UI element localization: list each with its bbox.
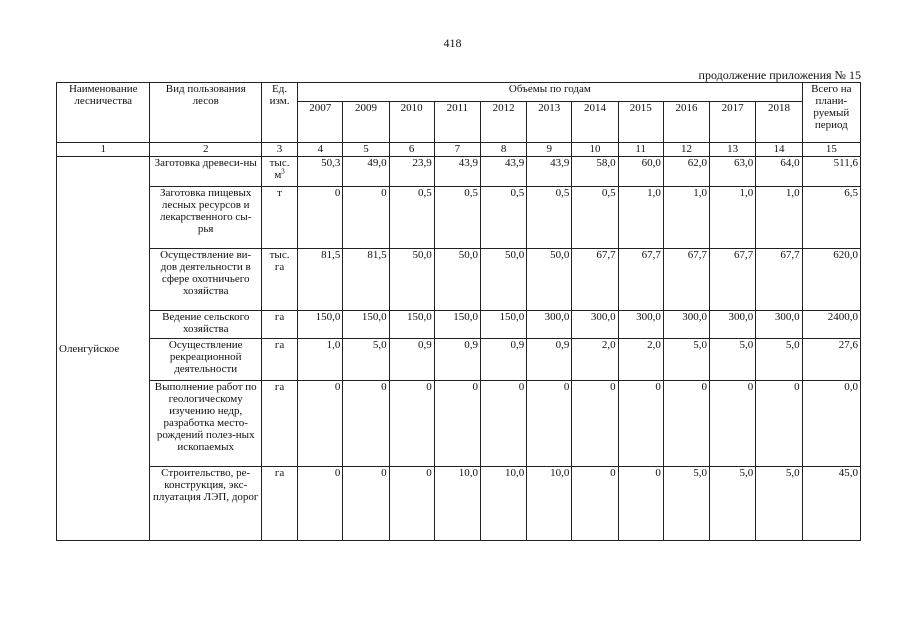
year-value: 2,0 (572, 339, 618, 381)
year-value: 0,9 (434, 339, 480, 381)
unit-text: т (277, 187, 282, 199)
year-value: 5,0 (343, 339, 389, 381)
column-number: 3 (261, 143, 297, 157)
year-value: 150,0 (480, 311, 526, 339)
year-value: 58,0 (572, 157, 618, 187)
forest-use-type: Строительство, ре-конструкция, экс-плуатация ЛЭП, дорог (150, 467, 262, 541)
year-value: 10,0 (434, 467, 480, 541)
total-value: 27,6 (802, 339, 860, 381)
year-value: 5,0 (756, 339, 802, 381)
year-value: 0 (663, 381, 709, 467)
year-value: 49,0 (343, 157, 389, 187)
year-value: 300,0 (756, 311, 802, 339)
year-value: 60,0 (618, 157, 663, 187)
header-forest-use: Вид пользования лесов (150, 83, 262, 143)
column-number: 2 (150, 143, 262, 157)
year-value: 50,0 (480, 249, 526, 311)
year-value: 1,0 (618, 187, 663, 249)
year-header: 2017 (710, 102, 756, 143)
table-row (57, 157, 861, 187)
year-value: 0,5 (480, 187, 526, 249)
column-number: 13 (710, 143, 756, 157)
year-value: 67,7 (572, 249, 618, 311)
year-value: 0,5 (389, 187, 434, 249)
year-value: 1,0 (298, 339, 343, 381)
year-value: 0 (756, 381, 802, 467)
year-value: 5,0 (663, 467, 709, 541)
year-header: 2007 (298, 102, 343, 143)
year-value: 0 (710, 381, 756, 467)
year-value: 81,5 (298, 249, 343, 311)
table-row (57, 187, 861, 249)
column-number: 12 (663, 143, 709, 157)
year-value: 1,0 (663, 187, 709, 249)
year-header: 2009 (343, 102, 389, 143)
year-value: 150,0 (434, 311, 480, 339)
year-value: 1,0 (710, 187, 756, 249)
table-row (57, 249, 861, 311)
unit-cell (261, 187, 297, 249)
column-number: 9 (527, 143, 572, 157)
column-number: 14 (756, 143, 802, 157)
forest-use-type: Ведение сельского хозяйства (150, 311, 262, 339)
year-value: 0 (527, 381, 572, 467)
year-value: 43,9 (480, 157, 526, 187)
year-value: 23,9 (389, 157, 434, 187)
year-value: 0 (572, 381, 618, 467)
year-value: 300,0 (710, 311, 756, 339)
column-number: 4 (298, 143, 343, 157)
column-number: 11 (618, 143, 663, 157)
total-value: 511,6 (802, 157, 860, 187)
column-number: 7 (434, 143, 480, 157)
year-value: 64,0 (756, 157, 802, 187)
unit-cell (261, 249, 297, 311)
column-number: 5 (343, 143, 389, 157)
year-value: 0 (572, 467, 618, 541)
year-value: 50,0 (389, 249, 434, 311)
column-number: 6 (389, 143, 434, 157)
unit-text: тыс. м (269, 157, 290, 181)
year-value: 43,9 (434, 157, 480, 187)
year-value: 0 (343, 467, 389, 541)
year-value: 300,0 (572, 311, 618, 339)
year-value: 150,0 (389, 311, 434, 339)
column-number: 8 (480, 143, 526, 157)
unit-cell (261, 157, 297, 187)
year-value: 50,0 (434, 249, 480, 311)
year-value: 0 (480, 381, 526, 467)
forest-use-type: Осуществление ви-дов деятельности в сфере охотничьего хозяйства (150, 249, 262, 311)
appendix-continuation-note: продолжение приложения № 15 (698, 68, 861, 82)
unit-text: тыс. га (269, 249, 290, 273)
unit-text: га (274, 467, 285, 479)
year-value: 0 (298, 187, 343, 249)
year-value: 300,0 (663, 311, 709, 339)
unit-text: га (274, 339, 285, 351)
unit-superscript: 3 (281, 167, 285, 176)
table-row (57, 339, 861, 381)
column-number: 1 (57, 143, 150, 157)
year-value: 1,0 (756, 187, 802, 249)
total-value: 45,0 (802, 467, 860, 541)
year-header: 2012 (480, 102, 526, 143)
year-value: 0,5 (434, 187, 480, 249)
year-header: 2016 (663, 102, 709, 143)
year-header: 2010 (389, 102, 434, 143)
year-header: 2018 (756, 102, 802, 143)
year-value: 50,0 (527, 249, 572, 311)
year-value: 0,5 (572, 187, 618, 249)
header-total: Всего на плани-руемый период (802, 83, 860, 143)
year-value: 0 (343, 187, 389, 249)
forest-use-type: Заготовка древеси-ны (150, 157, 262, 187)
unit-cell (261, 339, 297, 381)
year-value: 0 (298, 381, 343, 467)
year-value: 67,7 (710, 249, 756, 311)
year-header: 2013 (527, 102, 572, 143)
forest-use-type: Осуществление рекреационной деятельности (150, 339, 262, 381)
table-row (57, 467, 861, 541)
year-header: 2014 (572, 102, 618, 143)
year-value: 0 (389, 467, 434, 541)
year-value: 50,3 (298, 157, 343, 187)
year-value: 0 (389, 381, 434, 467)
forestry-name: Оленгуйское (57, 157, 150, 541)
year-value: 5,0 (756, 467, 802, 541)
year-value: 0,9 (389, 339, 434, 381)
year-value: 43,9 (527, 157, 572, 187)
year-header: 2011 (434, 102, 480, 143)
year-value: 67,7 (756, 249, 802, 311)
year-value: 0 (343, 381, 389, 467)
year-value: 5,0 (710, 467, 756, 541)
year-value: 10,0 (480, 467, 526, 541)
unit-text: га (274, 381, 285, 393)
total-value: 2400,0 (802, 311, 860, 339)
year-value: 67,7 (618, 249, 663, 311)
year-value: 0,5 (527, 187, 572, 249)
year-value: 0 (298, 467, 343, 541)
year-value: 5,0 (663, 339, 709, 381)
year-value: 0,9 (527, 339, 572, 381)
header-unit: Ед. изм. (261, 83, 297, 143)
year-value: 150,0 (343, 311, 389, 339)
column-number-row (57, 143, 861, 157)
total-value: 620,0 (802, 249, 860, 311)
column-number: 10 (572, 143, 618, 157)
header-forestry: Наименование лесничества (57, 83, 150, 143)
page-number: 418 (443, 36, 462, 50)
table-row (57, 381, 861, 467)
unit-cell (261, 381, 297, 467)
year-value: 63,0 (710, 157, 756, 187)
forest-use-volumes-table (56, 82, 861, 541)
year-value: 10,0 (527, 467, 572, 541)
unit-cell (261, 467, 297, 541)
year-value: 62,0 (663, 157, 709, 187)
year-value: 0 (618, 467, 663, 541)
year-value: 0 (434, 381, 480, 467)
year-value: 5,0 (710, 339, 756, 381)
year-value: 150,0 (298, 311, 343, 339)
total-value: 6,5 (802, 187, 860, 249)
year-value: 67,7 (663, 249, 709, 311)
year-value: 0 (618, 381, 663, 467)
column-number: 15 (802, 143, 860, 157)
forest-use-type: Заготовка пищевых лесных ресурсов и лекарственного сы-рья (150, 187, 262, 249)
forest-use-type: Выполнение работ по геологическому изучению недр, разработка место-рождений полез-ных ископаемых (150, 381, 262, 467)
unit-text: га (274, 311, 285, 323)
year-value: 300,0 (618, 311, 663, 339)
table-row (57, 311, 861, 339)
year-value: 300,0 (527, 311, 572, 339)
year-header: 2015 (618, 102, 663, 143)
year-value: 0,9 (480, 339, 526, 381)
unit-cell (261, 311, 297, 339)
header-volumes-by-year: Объемы по годам (298, 83, 802, 102)
total-value: 0,0 (802, 381, 860, 467)
year-value: 81,5 (343, 249, 389, 311)
year-value: 2,0 (618, 339, 663, 381)
